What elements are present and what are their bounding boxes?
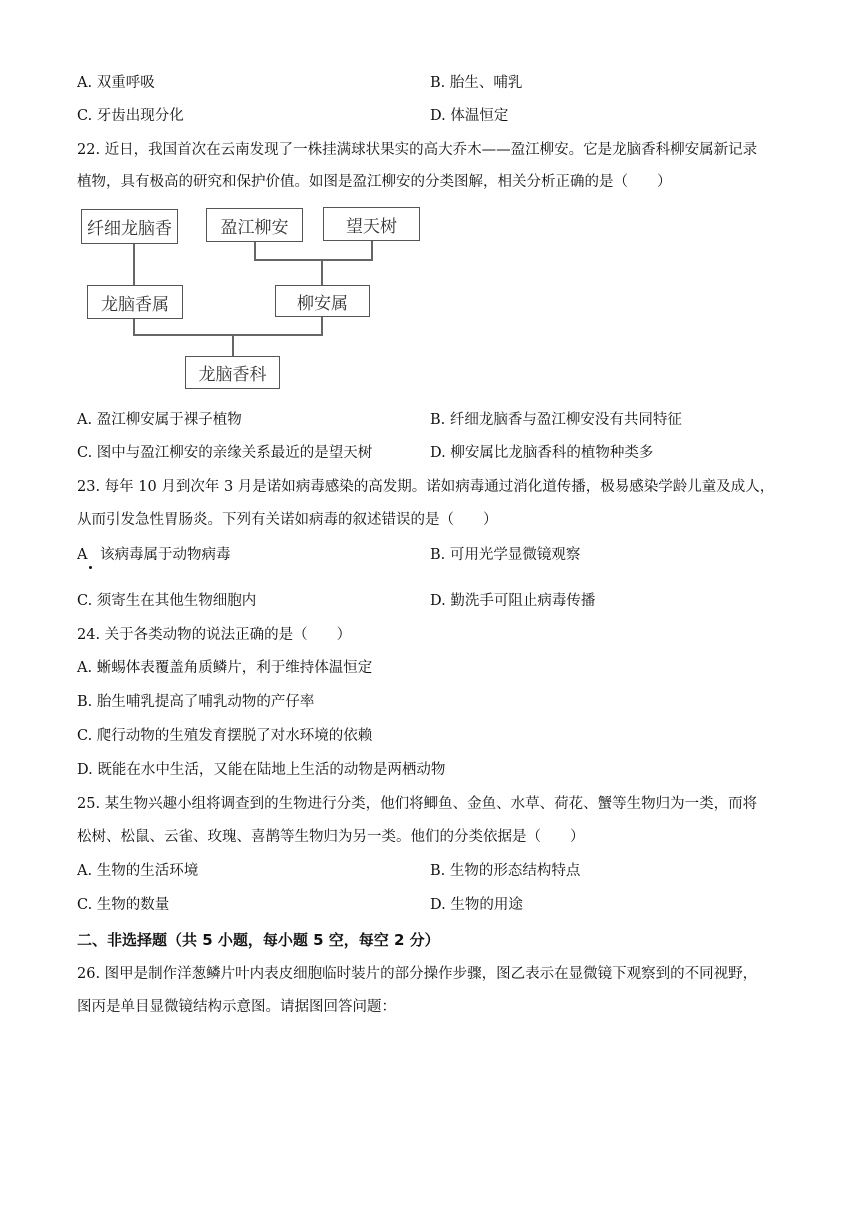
- q26-stem-line1: 26. 图甲是制作洋葱鳞片叶内表皮细胞临时装片的部分操作步骤，图乙表示在显微镜下观察到的不同视野，: [77, 966, 758, 982]
- q25-option-b: B. 生物的形态结构特点: [430, 863, 581, 879]
- connector-wangtian-down: [371, 241, 373, 260]
- q21-option-d: D. 体温恒定: [430, 108, 509, 124]
- q23-option-d: D. 勤洗手可阻止病毒传播: [430, 593, 596, 609]
- q22-option-c: C. 图中与盈江柳安的亲缘关系最近的是望天树: [77, 445, 373, 461]
- diagram-box-xianxi-longnaoxiang: 纤细龙脑香: [81, 209, 178, 244]
- q25-option-c: C. 生物的数量: [77, 897, 170, 913]
- q23-stem-line1: 23. 每年 10 月到次年 3 月是诺如病毒感染的高发期。诺如病毒通过消化道传播，极易感染学龄儿童及成人，: [77, 479, 775, 495]
- q25-stem-line1: 25. 某生物兴趣小组将调查到的生物进行分类，他们将鲫鱼、金鱼、水草、荷花、蟹等生物归为一类，而将: [77, 796, 758, 812]
- q23-option-a-letter: A: [77, 547, 88, 563]
- q22-stem-line1: 22. 近日，我国首次在云南发现了一株挂满球状果实的高大乔木——盈江柳安。它是龙脑香科柳安属新记录: [77, 142, 758, 158]
- diagram-box-longnaoxiang-family: 龙脑香科: [185, 356, 280, 389]
- q24-option-a: A. 蜥蜴体表覆盖角质鳞片，利于维持体温恒定: [77, 660, 373, 676]
- q25-option-a: A. 生物的生活环境: [77, 863, 199, 879]
- connector-liuan-genus-down: [321, 317, 323, 335]
- section-heading-non-choice: 二、非选择题（共 5 小题，每小题 5 空，每空 2 分）: [77, 931, 440, 949]
- connector-xianxi-to-genus: [133, 244, 135, 285]
- diagram-box-wangtianshu: 望天树: [323, 207, 420, 241]
- q22-option-d: D. 柳安属比龙脑香科的植物种类多: [430, 445, 654, 461]
- q24-stem: 24. 关于各类动物的说法正确的是（ ）: [77, 627, 352, 643]
- q23-option-c: C. 须寄生在其他生物细胞内: [77, 593, 257, 609]
- q26-stem-line2: 图丙是单目显微镜结构示意图。请据图回答问题：: [77, 999, 396, 1015]
- diagram-box-liuan-genus: 柳安属: [275, 285, 370, 317]
- connector-longnao-genus-down: [133, 319, 135, 335]
- q22-stem-line2: 植物，具有极高的研究和保护价值。如图是盈江柳安的分类图解，相关分析正确的是（ ）: [77, 174, 672, 190]
- connector-to-family: [232, 334, 234, 356]
- connector-genus-join: [133, 334, 323, 336]
- connector-species-join: [254, 259, 373, 261]
- connector-to-liuan-genus: [321, 259, 323, 285]
- q21-option-a: A. 双重呼吸: [77, 75, 155, 91]
- diagram-box-yingjiang-liuan: 盈江柳安: [206, 208, 303, 242]
- q24-option-c: C. 爬行动物的生殖发育摆脱了对水环境的依赖: [77, 728, 373, 744]
- q23-option-a-dot: [89, 566, 92, 569]
- q21-option-c: C. 牙齿出现分化: [77, 108, 184, 124]
- q24-option-d: D. 既能在水中生活，又能在陆地上生活的动物是两栖动物: [77, 762, 446, 778]
- q23-stem-line2: 从而引发急性胃肠炎。下列有关诺如病毒的叙述错误的是（ ）: [77, 512, 498, 528]
- connector-yingjiang-down: [254, 242, 256, 260]
- q23-option-a-text: 该病毒属于动物病毒: [100, 547, 231, 563]
- q23-option-b: B. 可用光学显微镜观察: [430, 547, 581, 563]
- q25-stem-line2: 松树、松鼠、云雀、玫瑰、喜鹊等生物归为另一类。他们的分类依据是（ ）: [77, 829, 585, 845]
- q21-option-b: B. 胎生、哺乳: [430, 75, 523, 91]
- diagram-box-longnaoxiang-genus: 龙脑香属: [87, 285, 183, 319]
- q25-option-d: D. 生物的用途: [430, 897, 523, 913]
- q22-option-b: B. 纤细龙脑香与盈江柳安没有共同特征: [430, 412, 682, 428]
- q22-option-a: A. 盈江柳安属于裸子植物: [77, 412, 242, 428]
- q24-option-b: B. 胎生哺乳提高了哺乳动物的产仔率: [77, 694, 315, 710]
